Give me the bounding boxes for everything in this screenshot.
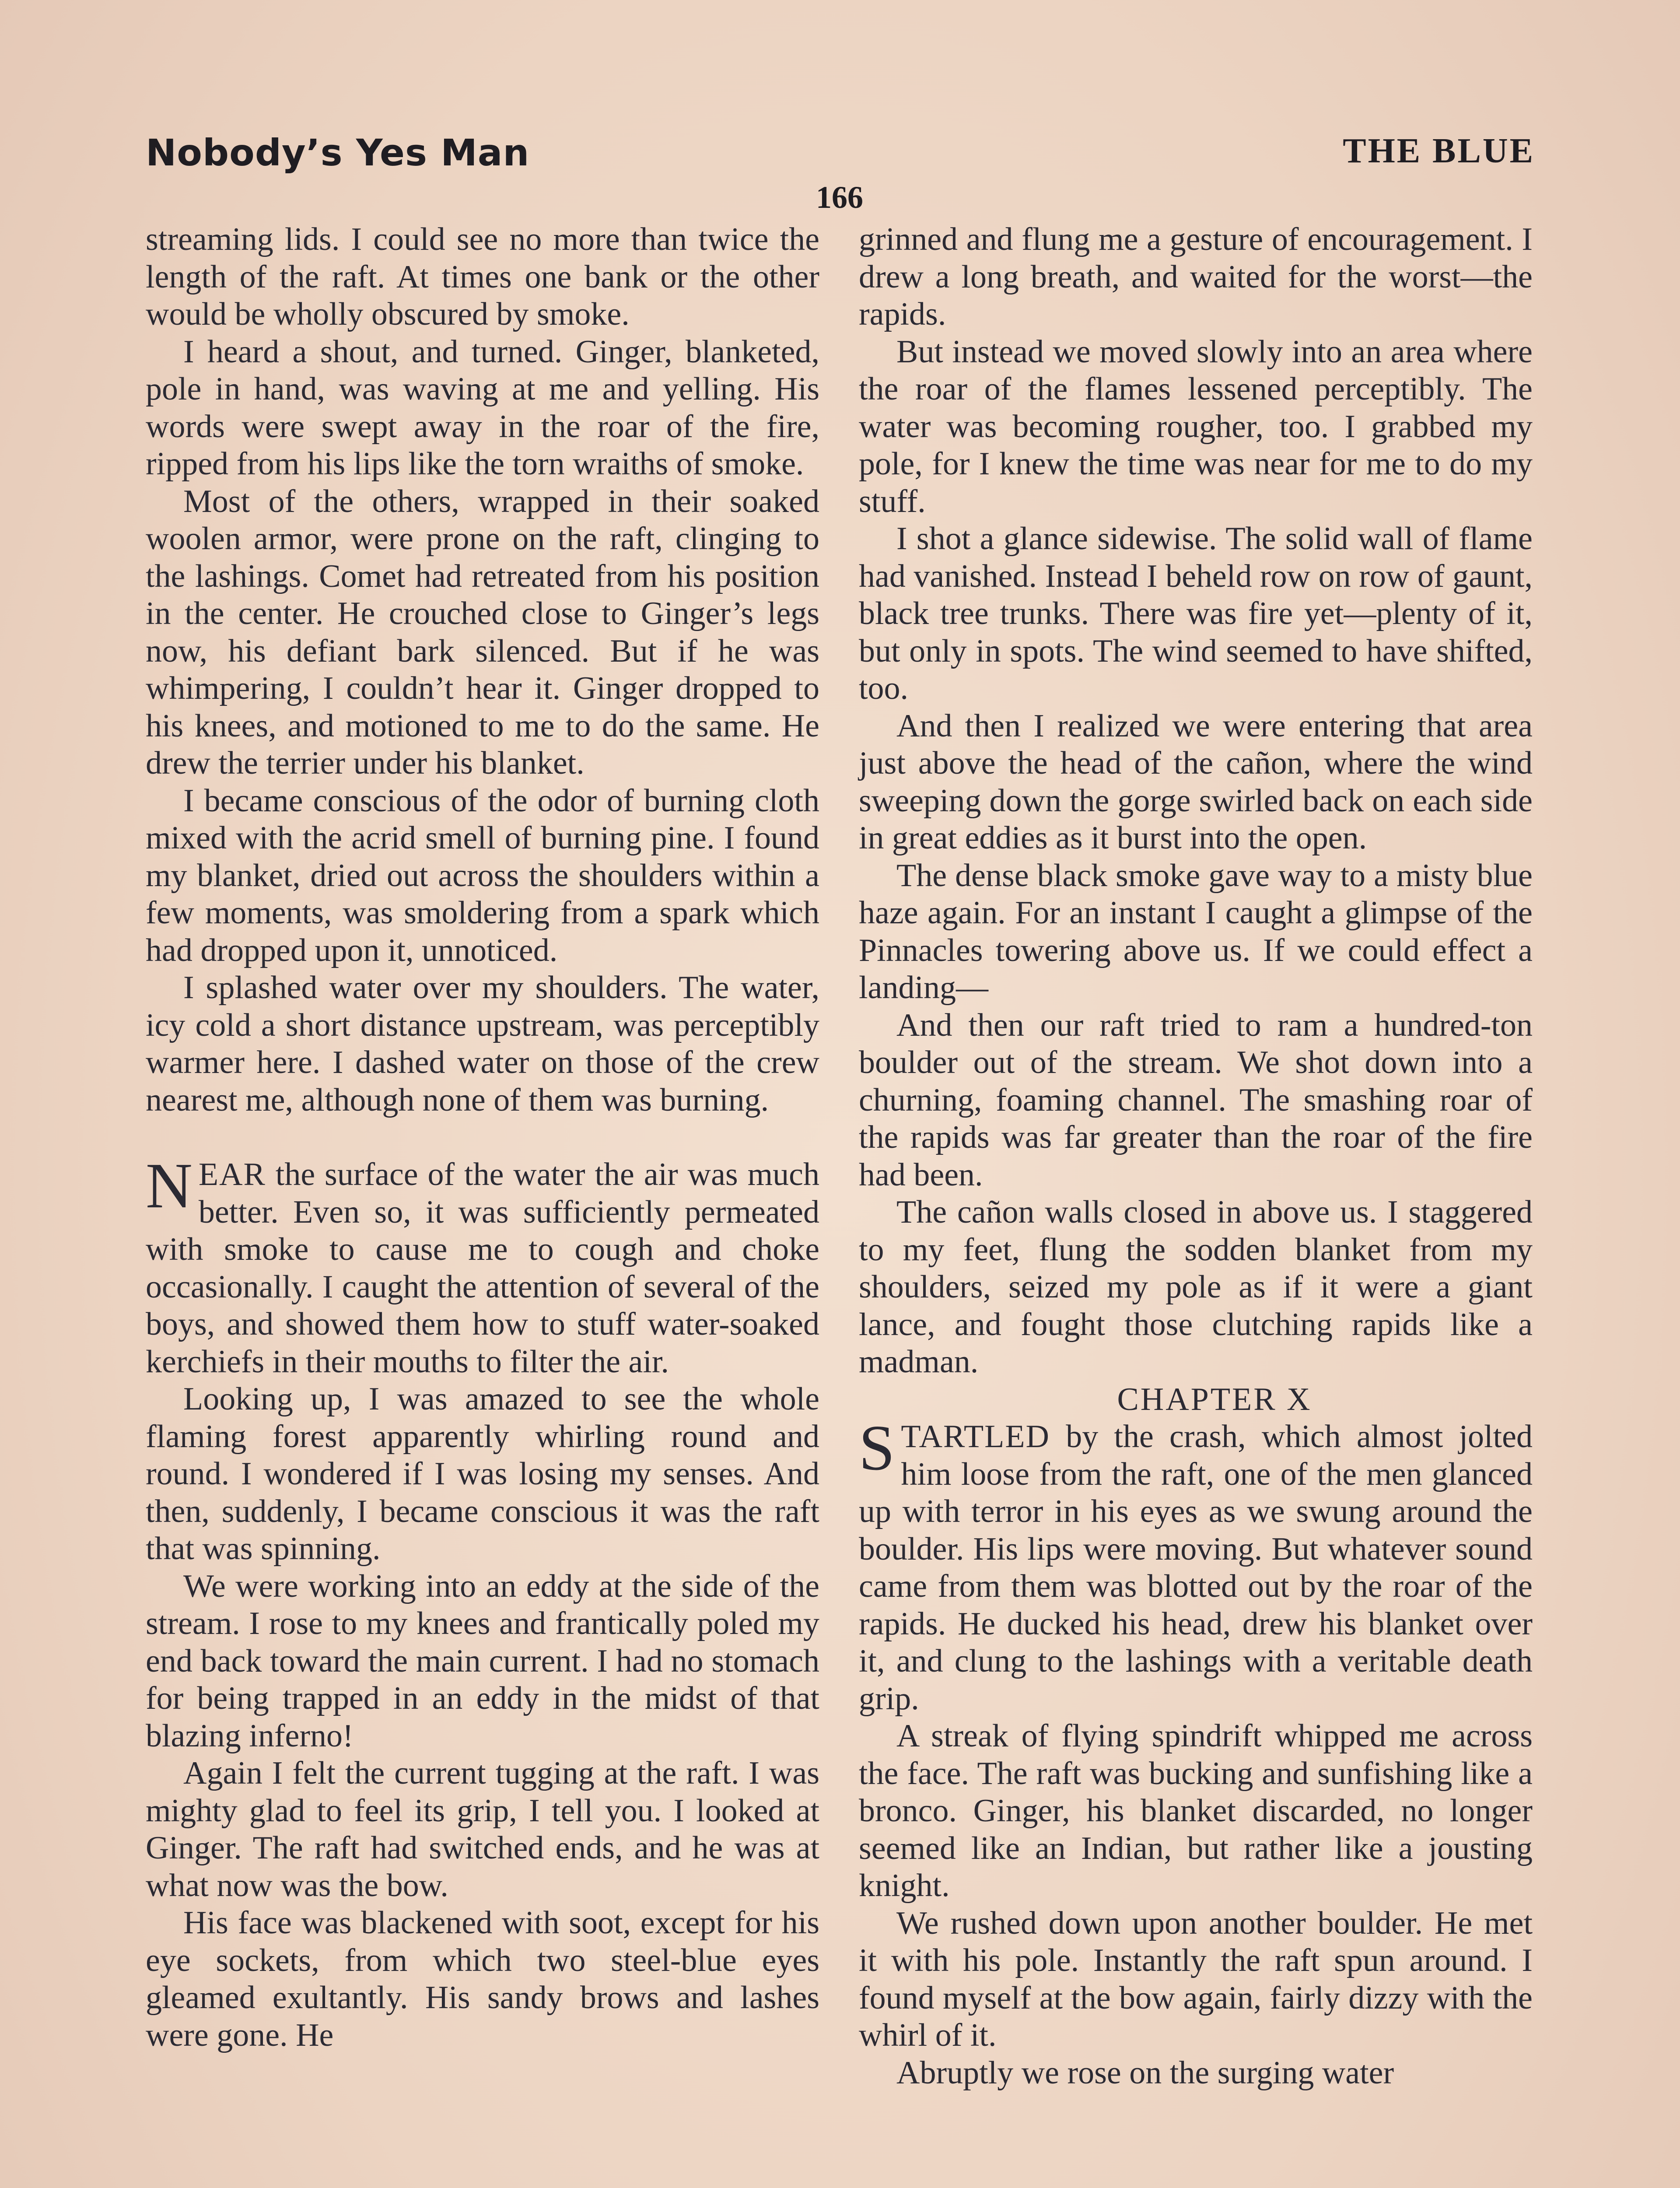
chapter-heading: CHAPTER X xyxy=(1117,1381,1312,1417)
paragraph: But instead we moved slowly into an area where the roar of the flames lessened perceptibly. The water was becoming rougher, too. I grabbed my pole, for I knew the time was near for me to do my stuff. xyxy=(859,333,1533,519)
running-head-magazine-title: THE BLUE xyxy=(1343,132,1535,170)
paragraph: streaming lids. I could see no more than twice the length of the raft. At times one bank or the other would be wholly obscured by smoke. xyxy=(146,221,819,332)
dropcap-paragraph: STARTLED by the crash, which almost jolted him loose from the raft, one of the men glanced up with terror in his eyes as we swung around the boulder. His lips were moving. But whatever sound came from them was blotted out by the roar of the rapids. He ducked his head, drew his blanket over it, and clung to the lashings with a veritable death grip. xyxy=(859,1412,1533,1717)
paragraph: The cañon walls closed in above us. I staggered to my feet, flung the sodden blanket from my shoulders, seized my pole as if it were a giant lance, and fought those clutching rapids like a madman. xyxy=(859,1194,1533,1380)
dropcap-paragraph: NEAR the surface of the water the air was much better. Even so, it was sufficiently permeated with smoke to cause me to cough and choke occasionally. I caught the attention of several of the boys, and showed them how to stuff water-soaked kerchiefs in their mouths to filter the air. xyxy=(146,1150,819,1380)
paragraph: grinned and flung me a gesture of encouragement. I drew a long breath, and waited for the worst—the rapids. xyxy=(859,221,1533,332)
left-text-column xyxy=(146,221,819,2054)
paragraph: I splashed water over my shoulders. The water, icy cold a short distance upstream, was perceptibly warmer here. I dashed water on those of the crew nearest me, although none of them was burning. xyxy=(146,970,819,1118)
paragraph: Again I felt the current tugging at the raft. I was mighty glad to feel its grip, I tell you. I looked at Ginger. The raft had switched ends, and he was at what now was the bow. xyxy=(146,1755,819,1904)
paragraph: I shot a glance sidewise. The solid wall of flame had vanished. Instead I beheld row on row of gaunt, black tree trunks. There was fire yet—plenty of it, but only in spots. The wind seemed to have shifted, too. xyxy=(859,521,1533,706)
paragraph: His face was blackened with soot, except for his eye sockets, from which two steel-blue eyes gleamed exultantly. His sandy brows and lashes were gone. He xyxy=(146,1905,819,2053)
paragraph: We were working into an eddy at the side of the stream. I rose to my knees and frantically poled my end back toward the main current. I had no stomach for being trapped in an eddy in the midst of that blazing inferno! xyxy=(146,1568,819,1754)
paragraph: We rushed down upon another boulder. He met it with his pole. Instantly the raft spun around. I found myself at the bow again, fairly dizzy with the whirl of it. xyxy=(859,1905,1533,2053)
small-caps-lead: TARTLED xyxy=(901,1419,1050,1455)
paragraph: Looking up, I was amazed to see the whole flaming forest apparently whirling round and round. I wondered if I was losing my senses. And then, suddenly, I became conscious it was the raft that was spinning. xyxy=(146,1381,819,1567)
paragraph: I heard a shout, and turned. Ginger, blanketed, pole in hand, was waving at me and yelling. His words were swept away in the roar of the fire, ripped from his lips like the torn wraiths of smoke. xyxy=(146,333,819,482)
drop-cap-letter: S xyxy=(859,1412,895,1484)
paragraph: A streak of flying spindrift whipped me across the face. The raft was bucking and sunfishing like a bronco. Ginger, his blanket discarded, no longer seemed like an Indian, but rather like a jousting knight. xyxy=(859,1718,1533,1904)
drop-cap-letter: N xyxy=(146,1150,192,1222)
paragraph: Most of the others, wrapped in their soaked woolen armor, were prone on the raft, clinging to the lashings. Comet had retreated from his position in the center. He crouched close to Ginger’s legs now, his defiant bark silenced. But if he was whimpering, I couldn’t hear it. Ginger dropped to his knees, and motioned to me to do the same. He drew the terrier under his blanket. xyxy=(146,483,819,781)
page-number: 166 xyxy=(816,180,863,215)
running-head-story-title: Nobody’s Yes Man xyxy=(146,131,530,174)
paragraph: The dense black smoke gave way to a misty blue haze again. For an instant I caught a glimpse of the Pinnacles towering above us. If we could effect a landing— xyxy=(859,857,1533,1006)
paragraph: I became conscious of the odor of burning cloth mixed with the acrid smell of burning pine. I found my blanket, dried out across the shoulders within a few moments, was smoldering from a spark which had dropped upon it, unnoticed. xyxy=(146,782,819,968)
paragraph: And then our raft tried to ram a hundred-ton boulder out of the stream. We shot down into a churning, foaming channel. The smashing roar of the rapids was far greater than the roar of the fire had been. xyxy=(859,1007,1533,1193)
small-caps-lead: EAR xyxy=(198,1157,266,1192)
paragraph: And then I realized we were entering that area just above the head of the cañon, where the wind sweeping down the gorge swirled back on each side in great eddies as it burst into the open. xyxy=(859,708,1533,856)
right-text-column xyxy=(859,221,1533,2092)
paragraph: Abruptly we rose on the surging water xyxy=(896,2055,1394,2091)
